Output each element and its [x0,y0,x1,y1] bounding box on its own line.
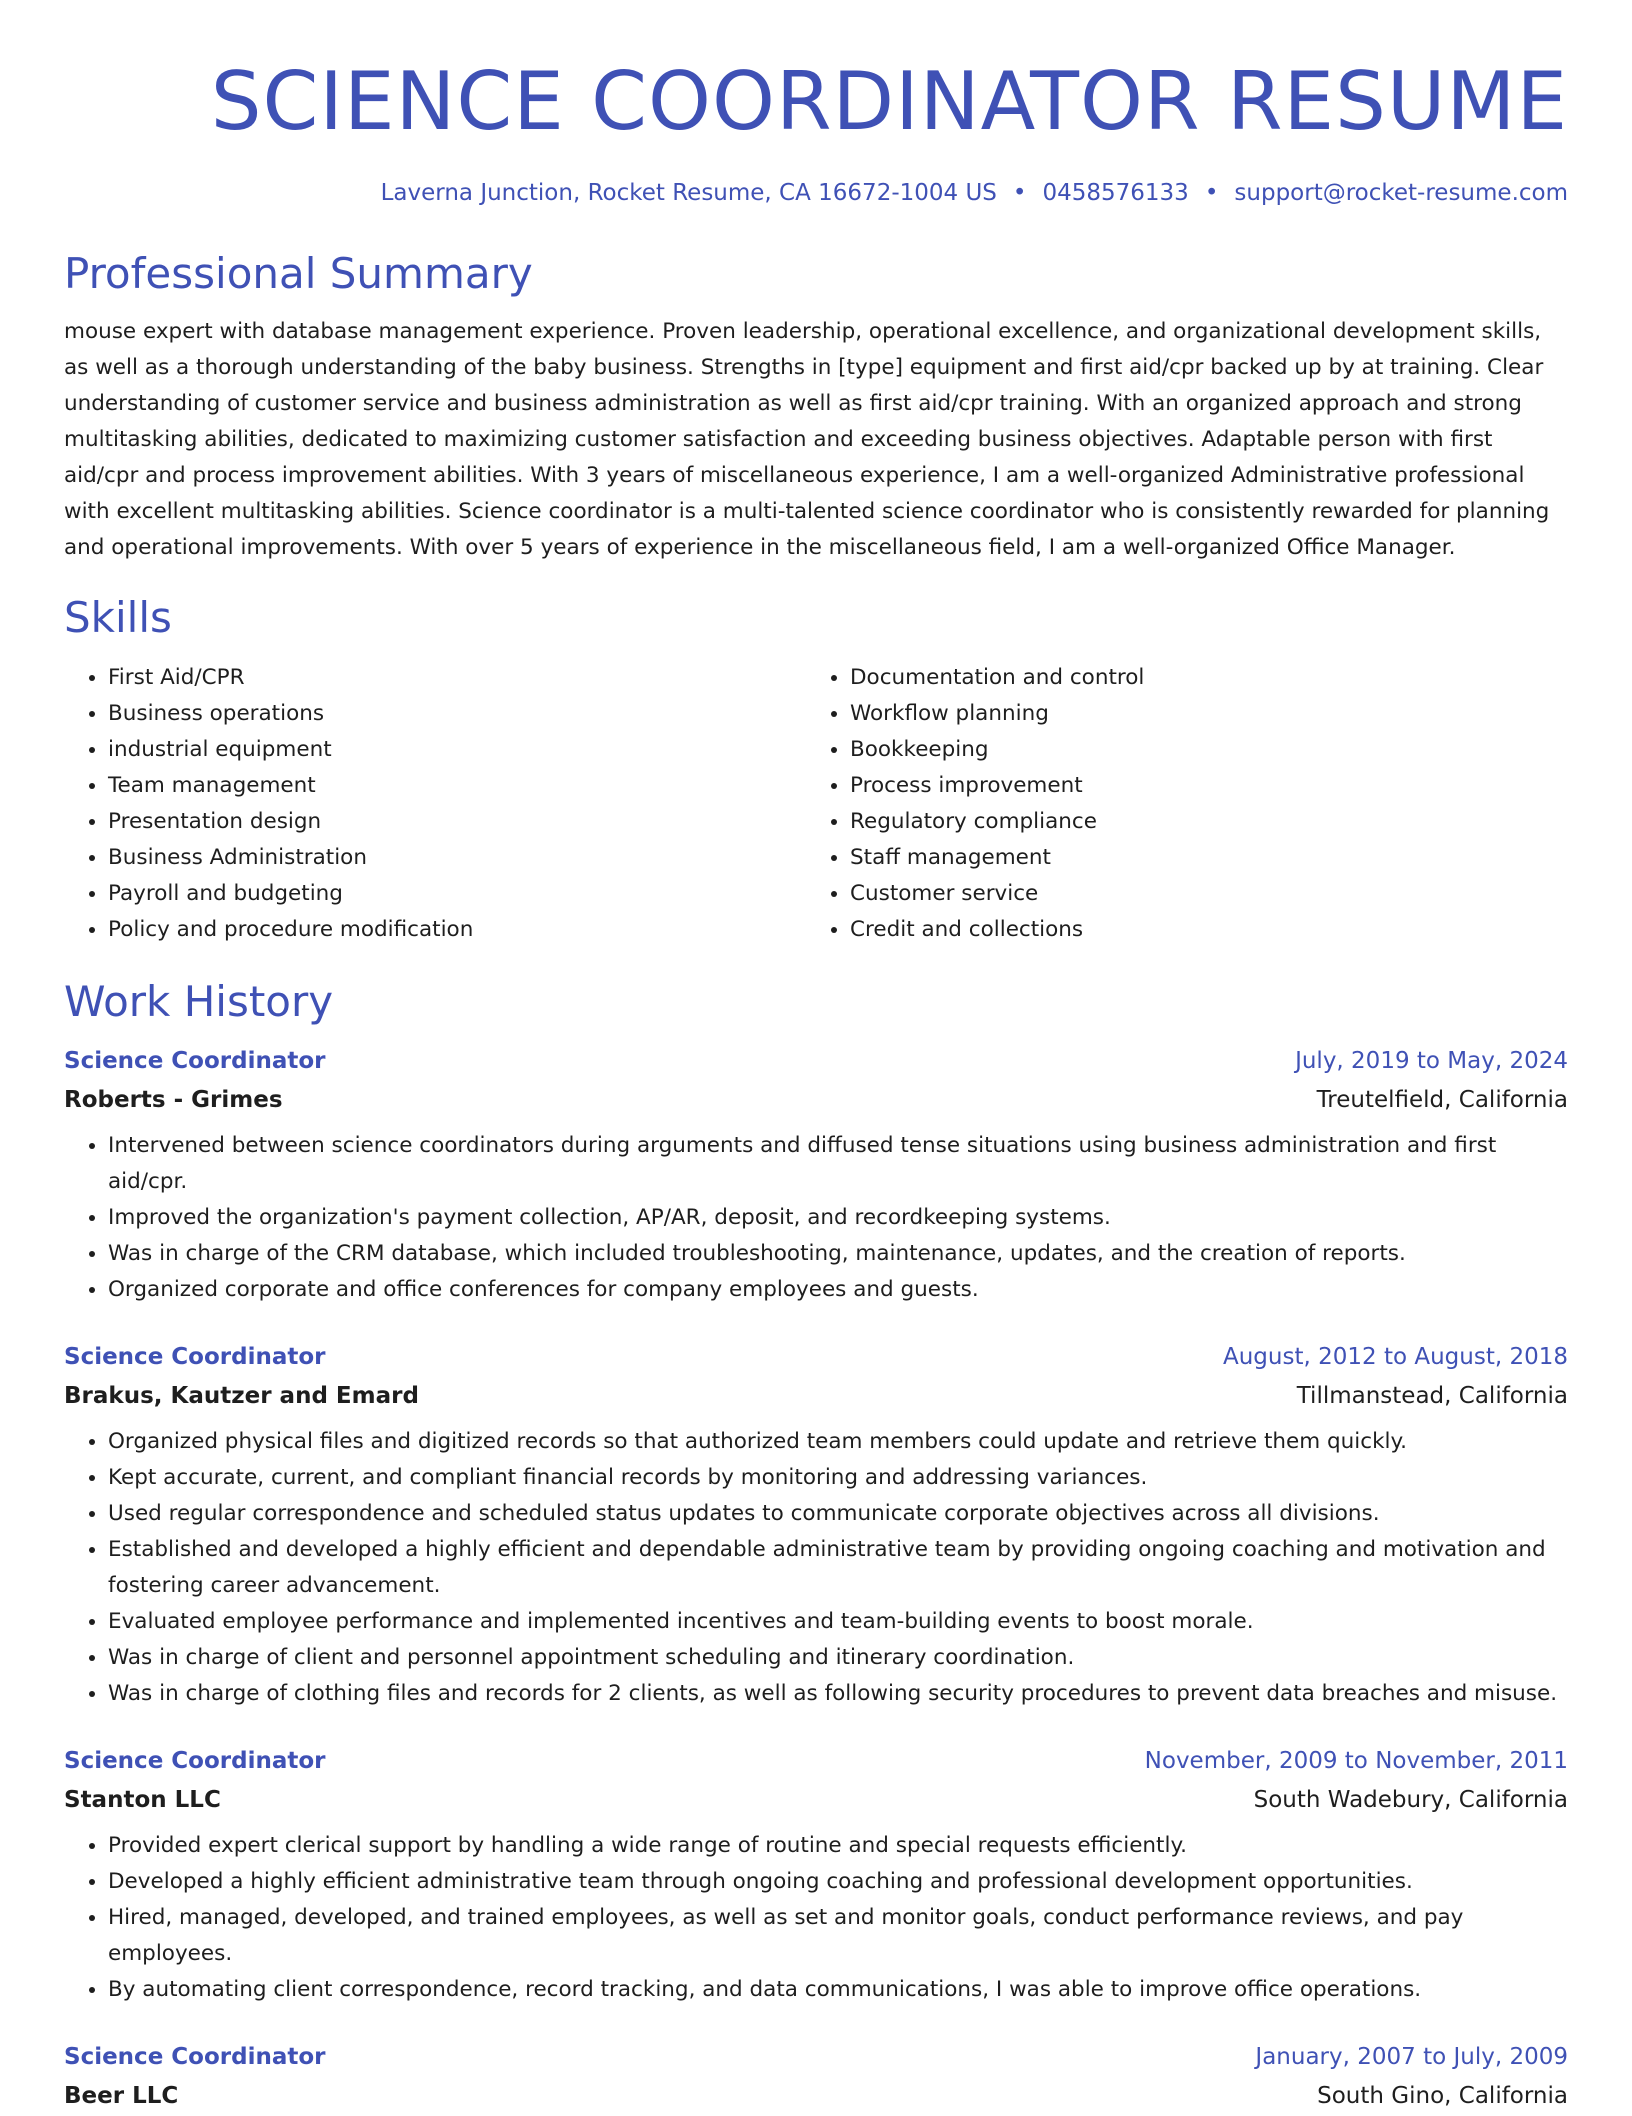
skill-item: • Regulatory compliance [850,804,1548,840]
skill-item: • Bookkeeping [850,732,1548,768]
contact-line [64,178,1568,208]
job-bullet: • Organized physical files and digitized records so that authorized team members could update and retrieve them quickly. [108,1424,1568,1460]
job-title: Science Coordinator [64,1344,326,1370]
job-bullets [64,1828,1568,2008]
summary-text: mouse expert with database management experience. Proven leadership, operational excellence, and organizational development skills, as well as a thorough understanding of the baby business. Strengths in [type] equipment and first aid/cpr backed up by at training. Clear understanding of customer service and business administration as well as first aid/cpr training. With an organized approach and strong multitasking abilities, dedicated to maximizing customer satisfaction and exceeding business objectives. Adaptable person with first aid/cpr and process improvement abilities. With 3 years of miscellaneous experience, I am a well-organized Administrative professional with excellent multitasking abilities. Science coordinator is a multi-talented science coordinator who is consistently rewarded for planning and operational improvements. With over 5 years of experience in the miscellaneous field, I am a well-organized Office Manager. [64,319,1550,560]
job-bullet: • By automating client correspondence, record tracking, and data communications, I was able to improve office operations. [108,1972,1568,2008]
job-company: Stanton LLC [64,1787,221,1813]
job-bullet: • Used regular correspondence and scheduled status updates to communicate corporate objectives across all divisions. [108,1496,1568,1532]
skill-item: • First Aid/CPR [108,660,806,696]
job-entry [64,1338,1568,1712]
job-bullet: • Hired, managed, developed, and trained employees, as well as set and monitor goals, conduct performance reviews, and pay employees. [108,1900,1568,1972]
job-entry [64,2038,1568,2116]
job-bullet: • Was in charge of client and personnel appointment scheduling and itinerary coordination. [108,1640,1568,1676]
job-bullet: • Intervened between science coordinators during arguments and diffused tense situations using business administration and first aid/cpr. [108,1128,1568,1200]
job-location: Tillmanstead, California [1296,1383,1568,1409]
job-header [64,1042,1568,1080]
contact-phone: 0458576133 [1042,180,1189,206]
skill-item: • Credit and collections [850,912,1548,948]
job-bullet: • Provided expert clerical support by handling a wide range of routine and special requests efficiently. [108,1828,1568,1864]
skill-item: • Business operations [108,696,806,732]
skill-item: • Presentation design [108,804,806,840]
job-bullet: • Was in charge of clothing files and records for 2 clients, as well as following security procedures to prevent data breaches and misuse. [108,1676,1568,1712]
job-subheader [64,1376,1568,1416]
skill-item: • Documentation and control [850,660,1548,696]
skill-item: • Payroll and budgeting [108,876,806,912]
job-subheader [64,1780,1568,1820]
skill-item: • Customer service [850,876,1548,912]
contact-separator: • [1012,180,1027,206]
job-title: Science Coordinator [64,1048,326,1074]
contact-email: support@rocket-resume.com [1234,180,1568,206]
skill-item: • Workflow planning [850,696,1548,732]
job-header [64,1338,1568,1376]
job-location: Treutelfield, California [1316,1087,1568,1113]
job-location: South Gino, California [1317,2083,1568,2109]
skills-heading: Skills [64,593,172,642]
job-subheader [64,1080,1568,1120]
skill-item: • Business Administration [108,840,806,876]
skill-item: • Policy and procedure modification [108,912,806,948]
job-bullet: • Was in charge of the CRM database, which included troubleshooting, maintenance, updates, and the creation of reports. [108,1236,1568,1272]
job-company: Brakus, Kautzer and Emard [64,1383,419,1409]
job-bullet: • Developed a highly efficient administrative team through ongoing coaching and professional development opportunities. [108,1864,1568,1900]
job-bullet: • Evaluated employee performance and implemented incentives and team-building events to boost morale. [108,1604,1568,1640]
job-entry [64,1742,1568,2008]
skills-column-right [806,660,1548,948]
resume-page [64,0,1568,2116]
skills-list [64,660,1568,948]
job-dates: November, 2009 to November, 2011 [1144,1748,1568,1774]
contact-address: Laverna Junction, Rocket Resume, CA 16672-1004 US [380,180,997,206]
job-bullet: • Organized corporate and office conferences for company employees and guests. [108,1272,1568,1308]
job-dates: January, 2007 to July, 2009 [1255,2044,1568,2070]
job-subheader [64,2076,1568,2116]
page-title: SCIENCE COORDINATOR RESUME [210,55,1568,148]
work-history-heading: Work History [64,977,334,1026]
job-bullets [64,1424,1568,1712]
job-dates: August, 2012 to August, 2018 [1223,1344,1568,1370]
skill-item: • industrial equipment [108,732,806,768]
job-header [64,1742,1568,1780]
job-title: Science Coordinator [64,2044,326,2070]
job-dates: July, 2019 to May, 2024 [1295,1048,1568,1074]
job-company: Roberts - Grimes [64,1087,283,1113]
job-header [64,2038,1568,2076]
job-location: South Wadebury, California [1253,1787,1568,1813]
job-company: Beer LLC [64,2083,179,2109]
contact-separator: • [1204,180,1219,206]
job-bullet: • Kept accurate, current, and compliant financial records by monitoring and addressing variances. [108,1460,1568,1496]
skills-column-left [64,660,806,948]
job-bullets [64,1128,1568,1308]
job-title: Science Coordinator [64,1748,326,1774]
skill-item: • Team management [108,768,806,804]
summary-heading: Professional Summary [64,249,533,298]
skill-item: • Process improvement [850,768,1548,804]
job-bullet: • Established and developed a highly efficient and dependable administrative team by providing ongoing coaching and motivation and fostering career advancement. [108,1532,1568,1604]
skill-item: • Staff management [850,840,1548,876]
job-bullet: • Improved the organization's payment collection, AP/AR, deposit, and recordkeeping systems. [108,1200,1568,1236]
job-entry [64,1042,1568,1308]
